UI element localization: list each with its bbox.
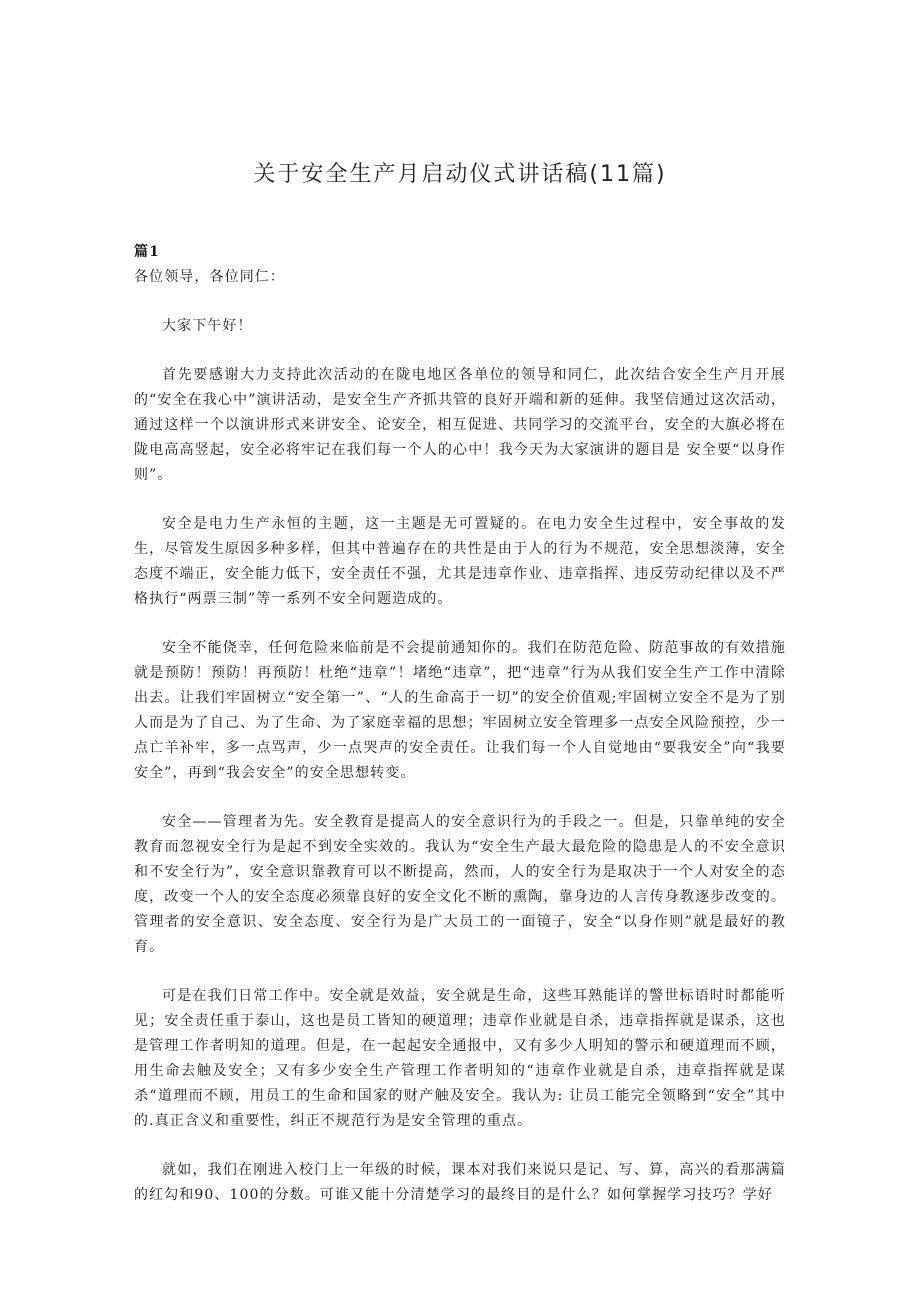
salutation: 各位领导，各位同仁：: [134, 269, 285, 285]
body-paragraph: 安全是电力生产永恒的主题，这一主题是无可置疑的。在电力安全生过程中，安全事故的发生，尽管发生原因多种多样，但其中普遍存在的共性是由于人的行为不规范，安全思想淡薄，安全态度不端正，安全能力低下，安全责任不强，尤其是违章作业、违章指挥、违反劳动纪律以及不严格执行“两票三制”等一系列不安全问题造成的。: [134, 516, 786, 607]
document-title: 关于安全生产月启动仪式讲话稿(11篇): [253, 161, 667, 187]
body-paragraph: 首先要感谢大力支持此次活动的在陇电地区各单位的领导和同仁，此次结合安全生产月开展的“安全在我心中”演讲活动，是安全生产齐抓共管的良好开端和新的延伸。我坚信通过这次活动，通过这样一个以演讲形式来讲安全、论安全，相互促进、共同学习的交流平台，安全的大旗必将在陇电高高竖起，安全必将牢记在我们每一个人的心中！我今天为大家演讲的题目是 安全要“以身作则”。: [134, 367, 786, 483]
section-label: 篇1: [134, 244, 160, 260]
body-paragraph: 安全不能侥幸，任何危险来临前是不会提前通知你的。我们在防范危险、防范事故的有效措施就是预防！预防！再预防！杜绝“违章”！堵绝“违章”，把“违章”行为从我们安全生产工作中清除出去。让我们牢固树立“安全第一”、“人的生命高于一切”的安全价值观;牢固树立安全不是为了别人而是为了自己、为了生命、为了家庭幸福的思想；牢固树立安全管理多一点安全风险预控，少一点亡羊补牢，多一点骂声，少一点哭声的安全责任。让我们每一个人自觉地由“要我安全”向“我要安全”，再到“我会安全”的安全思想转变。: [134, 640, 786, 781]
body-paragraph: 安全——管理者为先。安全教育是提高人的安全意识行为的手段之一。但是，只靠单纯的安全教育而忽视安全行为是起不到安全实效的。我认为“安全生产最大最危险的隐患是人的不安全意识和不安全行为”，安全意识靠教育可以不断提高，然而，人的安全行为是取决于一个人对安全的态度，改变一个人的安全态度必须靠良好的安全文化不断的熏陶，靠身边的人言传身教逐步改变的。管理者的安全意识、安全态度、安全行为是广大员工的一面镜子，安全“以身作则”就是最好的教育。: [134, 814, 786, 955]
document-body: [134, 240, 786, 1208]
body-paragraph: 就如，我们在刚进入校门上一年级的时候，课本对我们来说只是记、写、算，高兴的看那满篇的红勾和90、100的分数。可谁又能十分清楚学习的最终目的是什么？如何掌握学习技巧？学好: [134, 1162, 786, 1203]
greeting-paragraph: 大家下午好！: [162, 318, 253, 334]
body-paragraph: 可是在我们日常工作中。安全就是效益，安全就是生命，这些耳熟能详的警世标语时时都能听见；安全责任重于泰山，这也是员工皆知的硬道理；违章作业就是自杀，违章指挥就是谋杀，这也是管理工作者明知的道理。但是，在一起起安全通报中，又有多少人明知的警示和硬道理而不顾，用生命去触及安全；又有多少安全生产管理工作者明知的“违章作业就是自杀，违章指挥就是谋杀“道理而不顾，用员工的生命和国家的财产触及安全。我认为: 让员工能完全领略到“安全”其中的.真正含义和重要性，纠正不规范行为是安全管理的重点。: [134, 988, 786, 1129]
